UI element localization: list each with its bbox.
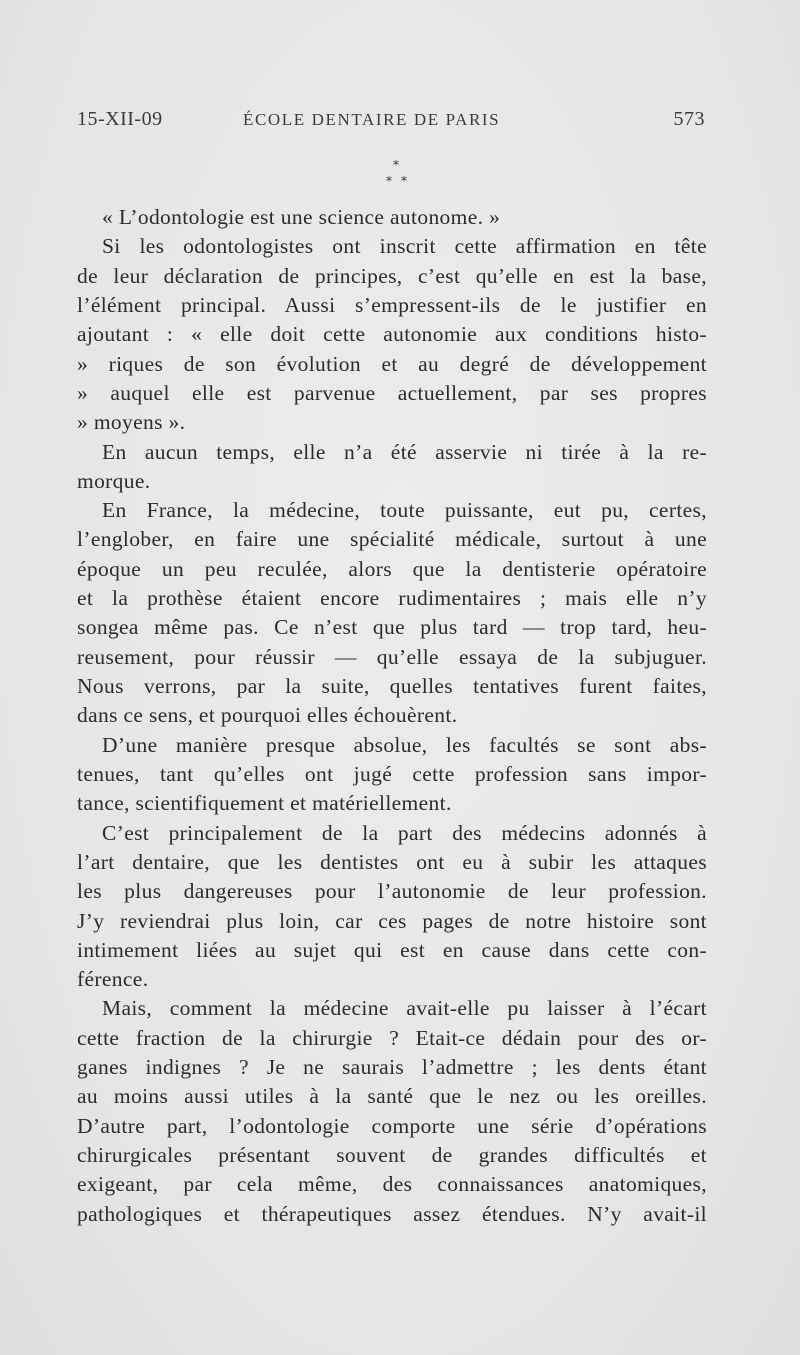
text-line: Si les odontologistes ont inscrit cette affirmation en tête — [102, 234, 707, 259]
asterisk-glyph: * — [401, 174, 407, 188]
text-line: exigeant, par cela même, des connaissances anatomiques, — [77, 1172, 707, 1197]
text-line: « L’odontologie est une science autonome. » — [102, 205, 501, 229]
text-line: de leur déclaration de principes, c’est qu’elle en est la base, — [77, 263, 707, 288]
header-date: 15-XII-09 — [77, 108, 163, 130]
asterisk-glyph: * — [393, 158, 399, 172]
text-line: » auquel elle est parvenue actuellement, par ses propres — [77, 380, 707, 405]
text-line: J’y reviendrai plus loin, car ces pages de notre histoire sont — [77, 908, 707, 933]
text-line: et la prothèse étaient encore rudimentaires ; mais elle n’y — [77, 586, 707, 611]
text-line: En France, la médecine, toute puissante, eut pu, certes, — [102, 498, 707, 523]
text-line: En aucun temps, elle n’a été asservie ni tirée à la re- — [102, 439, 707, 464]
body-text — [77, 203, 707, 1229]
text-line: époque un peu reculée, alors que la dentisterie opératoire — [77, 556, 707, 581]
asterisk-glyph: * — [386, 174, 392, 188]
text-line: reusement, pour réussir — qu’elle essaya de la subjuguer. — [77, 644, 707, 669]
page-number: 573 — [673, 108, 705, 130]
text-line: D’une manière presque absolue, les facultés se sont abs- — [102, 732, 707, 757]
text-line: ajoutant : « elle doit cette autonomie aux conditions histo- — [77, 322, 707, 347]
text-line: Mais, comment la médecine avait-elle pu laisser à l’écart — [102, 996, 707, 1021]
text-line: C’est principalement de la part des médecins adonnés à — [102, 820, 707, 845]
text-line: pathologiques et thérapeutiques assez étendues. N’y avait-il — [77, 1201, 707, 1226]
asterism-separator — [380, 158, 420, 194]
running-header — [77, 108, 705, 138]
text-line: tance, scientifiquement et matériellement. — [77, 791, 452, 816]
text-line: dans ce sens, et pourquoi elles échouèrent. — [77, 703, 458, 728]
text-line: ganes indignes ? Je ne saurais l’admettre ; les dents étant — [77, 1055, 707, 1080]
text-line: férence. — [77, 967, 149, 992]
text-line: les plus dangereuses pour l’autonomie de leur profession. — [77, 879, 707, 904]
text-line: l’élément principal. Aussi s’empressent-ils de le justifier en — [77, 292, 707, 317]
text-line: songea même pas. Ce n’est que plus tard — trop tard, heu- — [77, 615, 707, 640]
text-line: morque. — [77, 468, 151, 493]
text-line: D’autre part, l’odontologie comporte une série d’opérations — [77, 1113, 707, 1138]
text-line: » moyens ». — [77, 410, 186, 435]
text-line: chirurgicales présentant souvent de grandes difficultés et — [77, 1143, 707, 1167]
header-title: ÉCOLE DENTAIRE DE PARIS — [243, 110, 501, 129]
text-line: tenues, tant qu’elles ont jugé cette profession sans impor- — [77, 761, 707, 786]
text-line: cette fraction de la chirurgie ? Etait-ce dédain pour des or- — [77, 1025, 707, 1050]
text-line: au moins aussi utiles à la santé que le nez ou les oreilles. — [77, 1084, 707, 1109]
text-line: l’art dentaire, que les dentistes ont eu à subir les attaques — [77, 849, 707, 874]
text-line: l’englober, en faire une spécialité médicale, surtout à une — [77, 527, 707, 552]
text-line: Nous verrons, par la suite, quelles tentatives furent faites, — [77, 674, 707, 698]
text-line: » riques de son évolution et au degré de développement — [77, 351, 707, 376]
text-line: intimement liées au sujet qui est en cause dans cette con- — [77, 937, 707, 962]
